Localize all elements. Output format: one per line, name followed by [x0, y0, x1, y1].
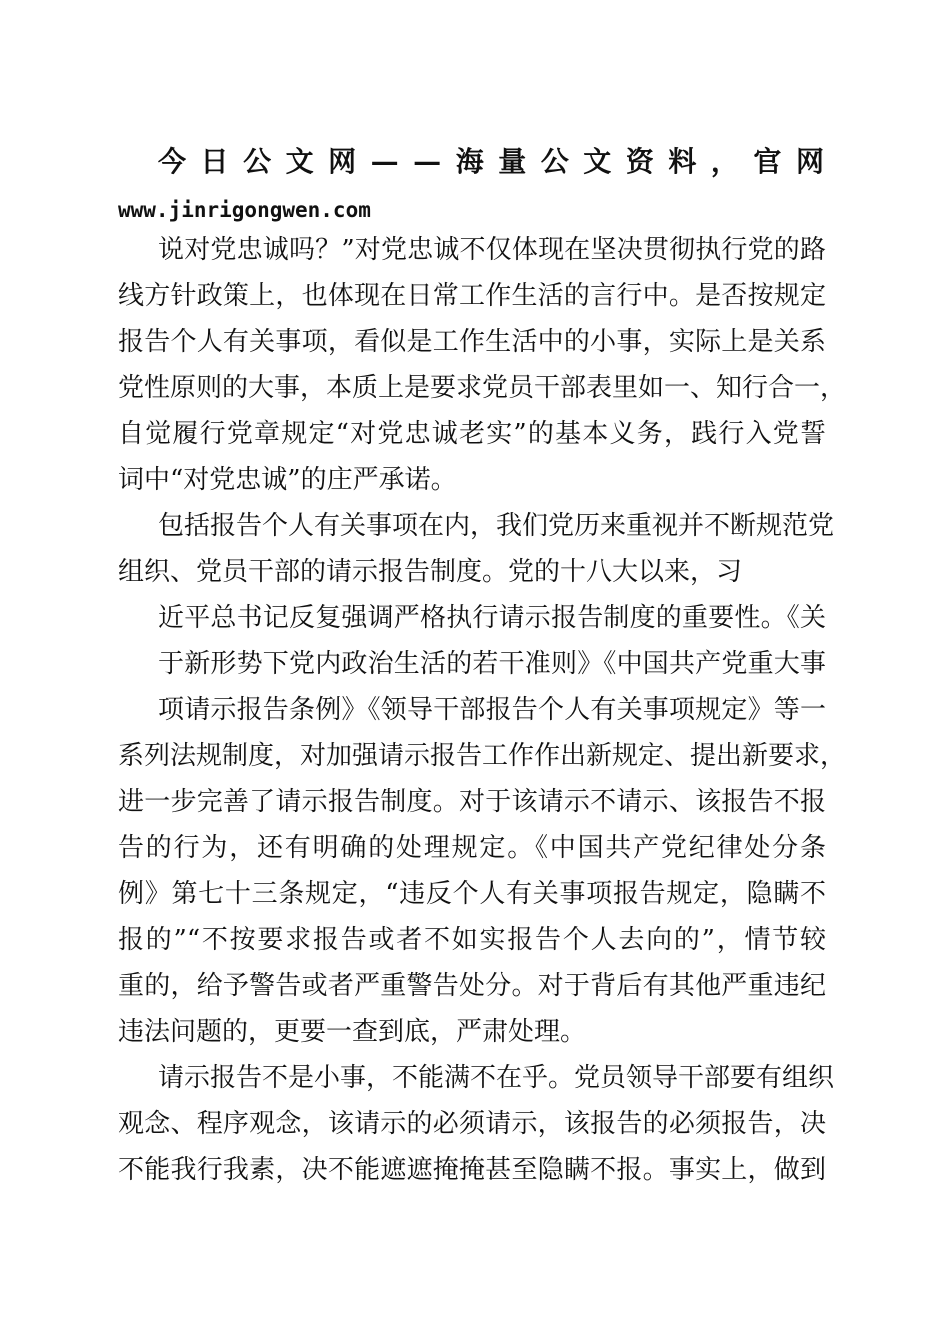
paragraph-line: 观念、程序观念，该请示的必须请示，该报告的必须报告，决 — [118, 1109, 826, 1139]
header-char: 海 — [455, 145, 484, 178]
paragraph-line: 近平总书记反复强调严格执行请示报告制度的重要性。《关 — [158, 603, 826, 633]
header-char: 资 — [625, 145, 654, 178]
paragraph-line: 重的，给予警告或者严重警告处分。对于背后有其他严重违纪 — [118, 971, 826, 1001]
paragraph-line: 组织、党员干部的请示报告制度。党的十八大以来，习 — [118, 557, 743, 587]
paragraph-line: 系列法规制度，对加强请示报告工作作出新规定、提出新要求， — [118, 741, 847, 771]
header-char: 今 — [158, 145, 187, 178]
header-char: 官 — [753, 145, 782, 178]
paragraph-line: 报告个人有关事项，看似是工作生活中的小事，实际上是关系 — [118, 327, 826, 357]
header-char: 量 — [498, 145, 527, 178]
paragraph-line: 于新形势下党内政治生活的若干准则》《中国共产党重大事 — [158, 649, 826, 679]
header-char: — — [370, 145, 399, 178]
paragraph-line: 说对党忠诚吗？”对党忠诚不仅体现在坚决贯彻执行党的路 — [158, 235, 826, 265]
paragraph-line: 自觉履行党章规定“对党忠诚老实”的基本义务，践行入党誓 — [118, 419, 826, 449]
header-char: 网 — [795, 145, 824, 178]
header-char: 文 — [583, 145, 612, 178]
header-char: 料 — [668, 145, 697, 178]
site-url: www.jinrigongwen.com — [118, 198, 371, 222]
header-char: 日 — [200, 145, 229, 178]
header-char: 网 — [328, 145, 357, 178]
paragraph-line: 进一步完善了请示报告制度。对于该请示不请示、该报告不报 — [118, 787, 826, 817]
header-char: 文 — [285, 145, 314, 178]
paragraph-line: 报的”“不按要求报告或者不如实报告个人去向的”，情节较 — [118, 925, 826, 955]
paragraph-line: 违法问题的，更要一查到底，严肃处理。 — [118, 1017, 587, 1047]
header-char: 公 — [540, 145, 569, 178]
paragraph-line: 请示报告不是小事，不能满不在乎。党员领导干部要有组织 — [158, 1063, 835, 1093]
paragraph-line: 党性原则的大事，本质上是要求党员干部表里如一、知行合一， — [118, 373, 847, 403]
paragraph-line: 例》第七十三条规定，“违反个人有关事项报告规定，隐瞒不 — [118, 879, 826, 909]
site-header-title — [158, 142, 824, 182]
header-char: ， — [710, 145, 739, 178]
header-char: 公 — [243, 145, 272, 178]
header-char: — — [413, 145, 442, 178]
paragraph-line: 不能我行我素，决不能遮遮掩掩甚至隐瞒不报。事实上，做到 — [118, 1155, 826, 1185]
paragraph-line: 线方针政策上，也体现在日常工作生活的言行中。是否按规定 — [118, 281, 826, 311]
paragraph-line: 项请示报告条例》《领导干部报告个人有关事项规定》等一 — [158, 695, 826, 725]
paragraph-line: 包括报告个人有关事项在内，我们党历来重视并不断规范党 — [158, 511, 835, 541]
paragraph-line: 告的行为，还有明确的处理规定。《中国共产党纪律处分条 — [118, 833, 826, 863]
paragraph-line: 词中“对党忠诚”的庄严承诺。 — [118, 465, 457, 495]
